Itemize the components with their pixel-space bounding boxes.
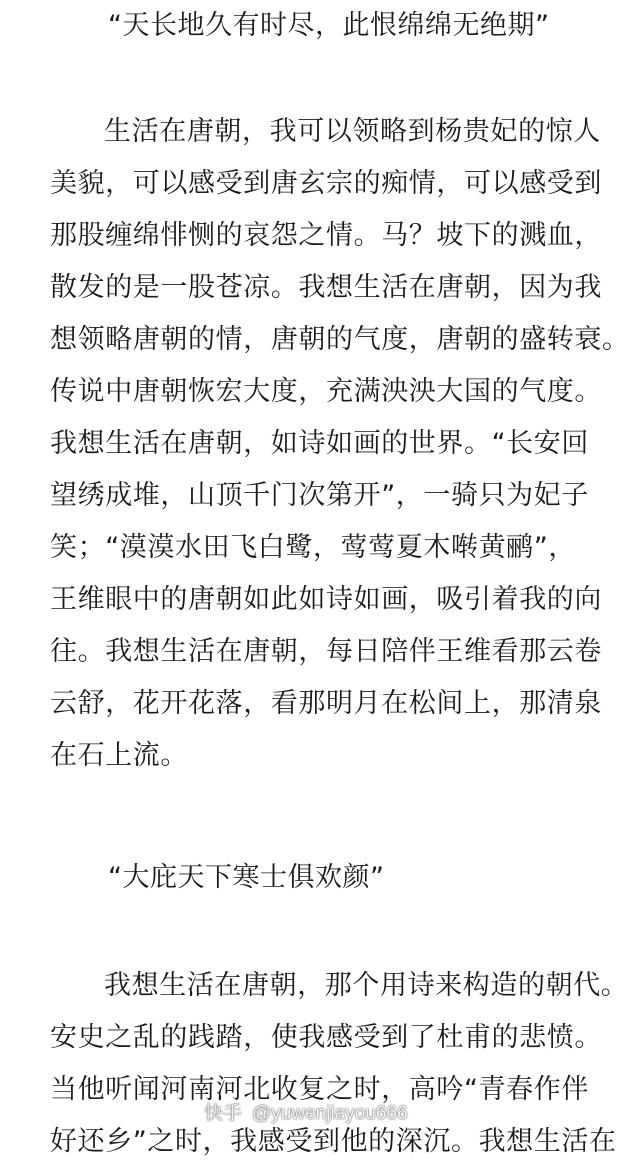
paragraph-1-line: 生活在唐朝，我可以领略到杨贵妃的惊人: [104, 116, 601, 147]
quote-heading-2: “大庇天下寒士俱欢颜”: [108, 862, 385, 893]
watermark-app-name: 快手: [204, 1102, 243, 1124]
paragraph-2-line: 好还乡”之时，我感受到他的深沉。我想生活在: [50, 1126, 617, 1157]
paragraph-1-line: 美貌，可以感受到唐玄宗的痴情，可以感受到: [50, 168, 602, 199]
paragraph-2-line: 我想生活在唐朝，那个用诗来构造的朝代。: [104, 970, 629, 1001]
paragraph-1-line: 那股缠绵悱恻的哀怨之情。马？坡下的溅血，: [50, 220, 602, 251]
paragraph-1-line: 传说中唐朝恢宏大度，充满泱泱大国的气度。: [50, 376, 602, 407]
paragraph-1-line: 散发的是一股苍凉。我想生活在唐朝，因为我: [50, 272, 602, 303]
paragraph-1-line: 云舒，花开花落，看那明月在松间上，那清泉: [50, 688, 602, 719]
paragraph-2-line: 安史之乱的践踏，使我感受到了杜甫的悲愤。: [50, 1022, 602, 1053]
paragraph-1-line: 我想生活在唐朝，如诗如画的世界。“长安回: [50, 428, 589, 459]
watermark: [204, 1100, 408, 1127]
watermark-user-handle: @yuwenjiayou666: [252, 1103, 408, 1124]
paragraph-1-line: 王维眼中的唐朝如此如诗如画，吸引着我的向: [50, 584, 602, 615]
paragraph-1-line: 望绣成堆，山顶千门次第开”，一骑只为妃子: [50, 480, 589, 511]
quote-heading-1: “天长地久有时尽，此恨绵绵无绝期”: [108, 10, 550, 41]
paragraph-2-line: 当他听闻河南河北收复之时，高吟“青春作伴: [50, 1074, 589, 1105]
paragraph-1-line: 想领略唐朝的情，唐朝的气度，唐朝的盛转衰。: [50, 324, 630, 355]
paragraph-1-line: 笑；“漠漠水田飞白鹭，莺莺夏木啭黄鹂”，: [50, 532, 576, 563]
paragraph-1-line: 往。我想生活在唐朝，每日陪伴王维看那云卷: [50, 636, 602, 667]
paragraph-1-line: 在石上流。: [50, 740, 188, 771]
